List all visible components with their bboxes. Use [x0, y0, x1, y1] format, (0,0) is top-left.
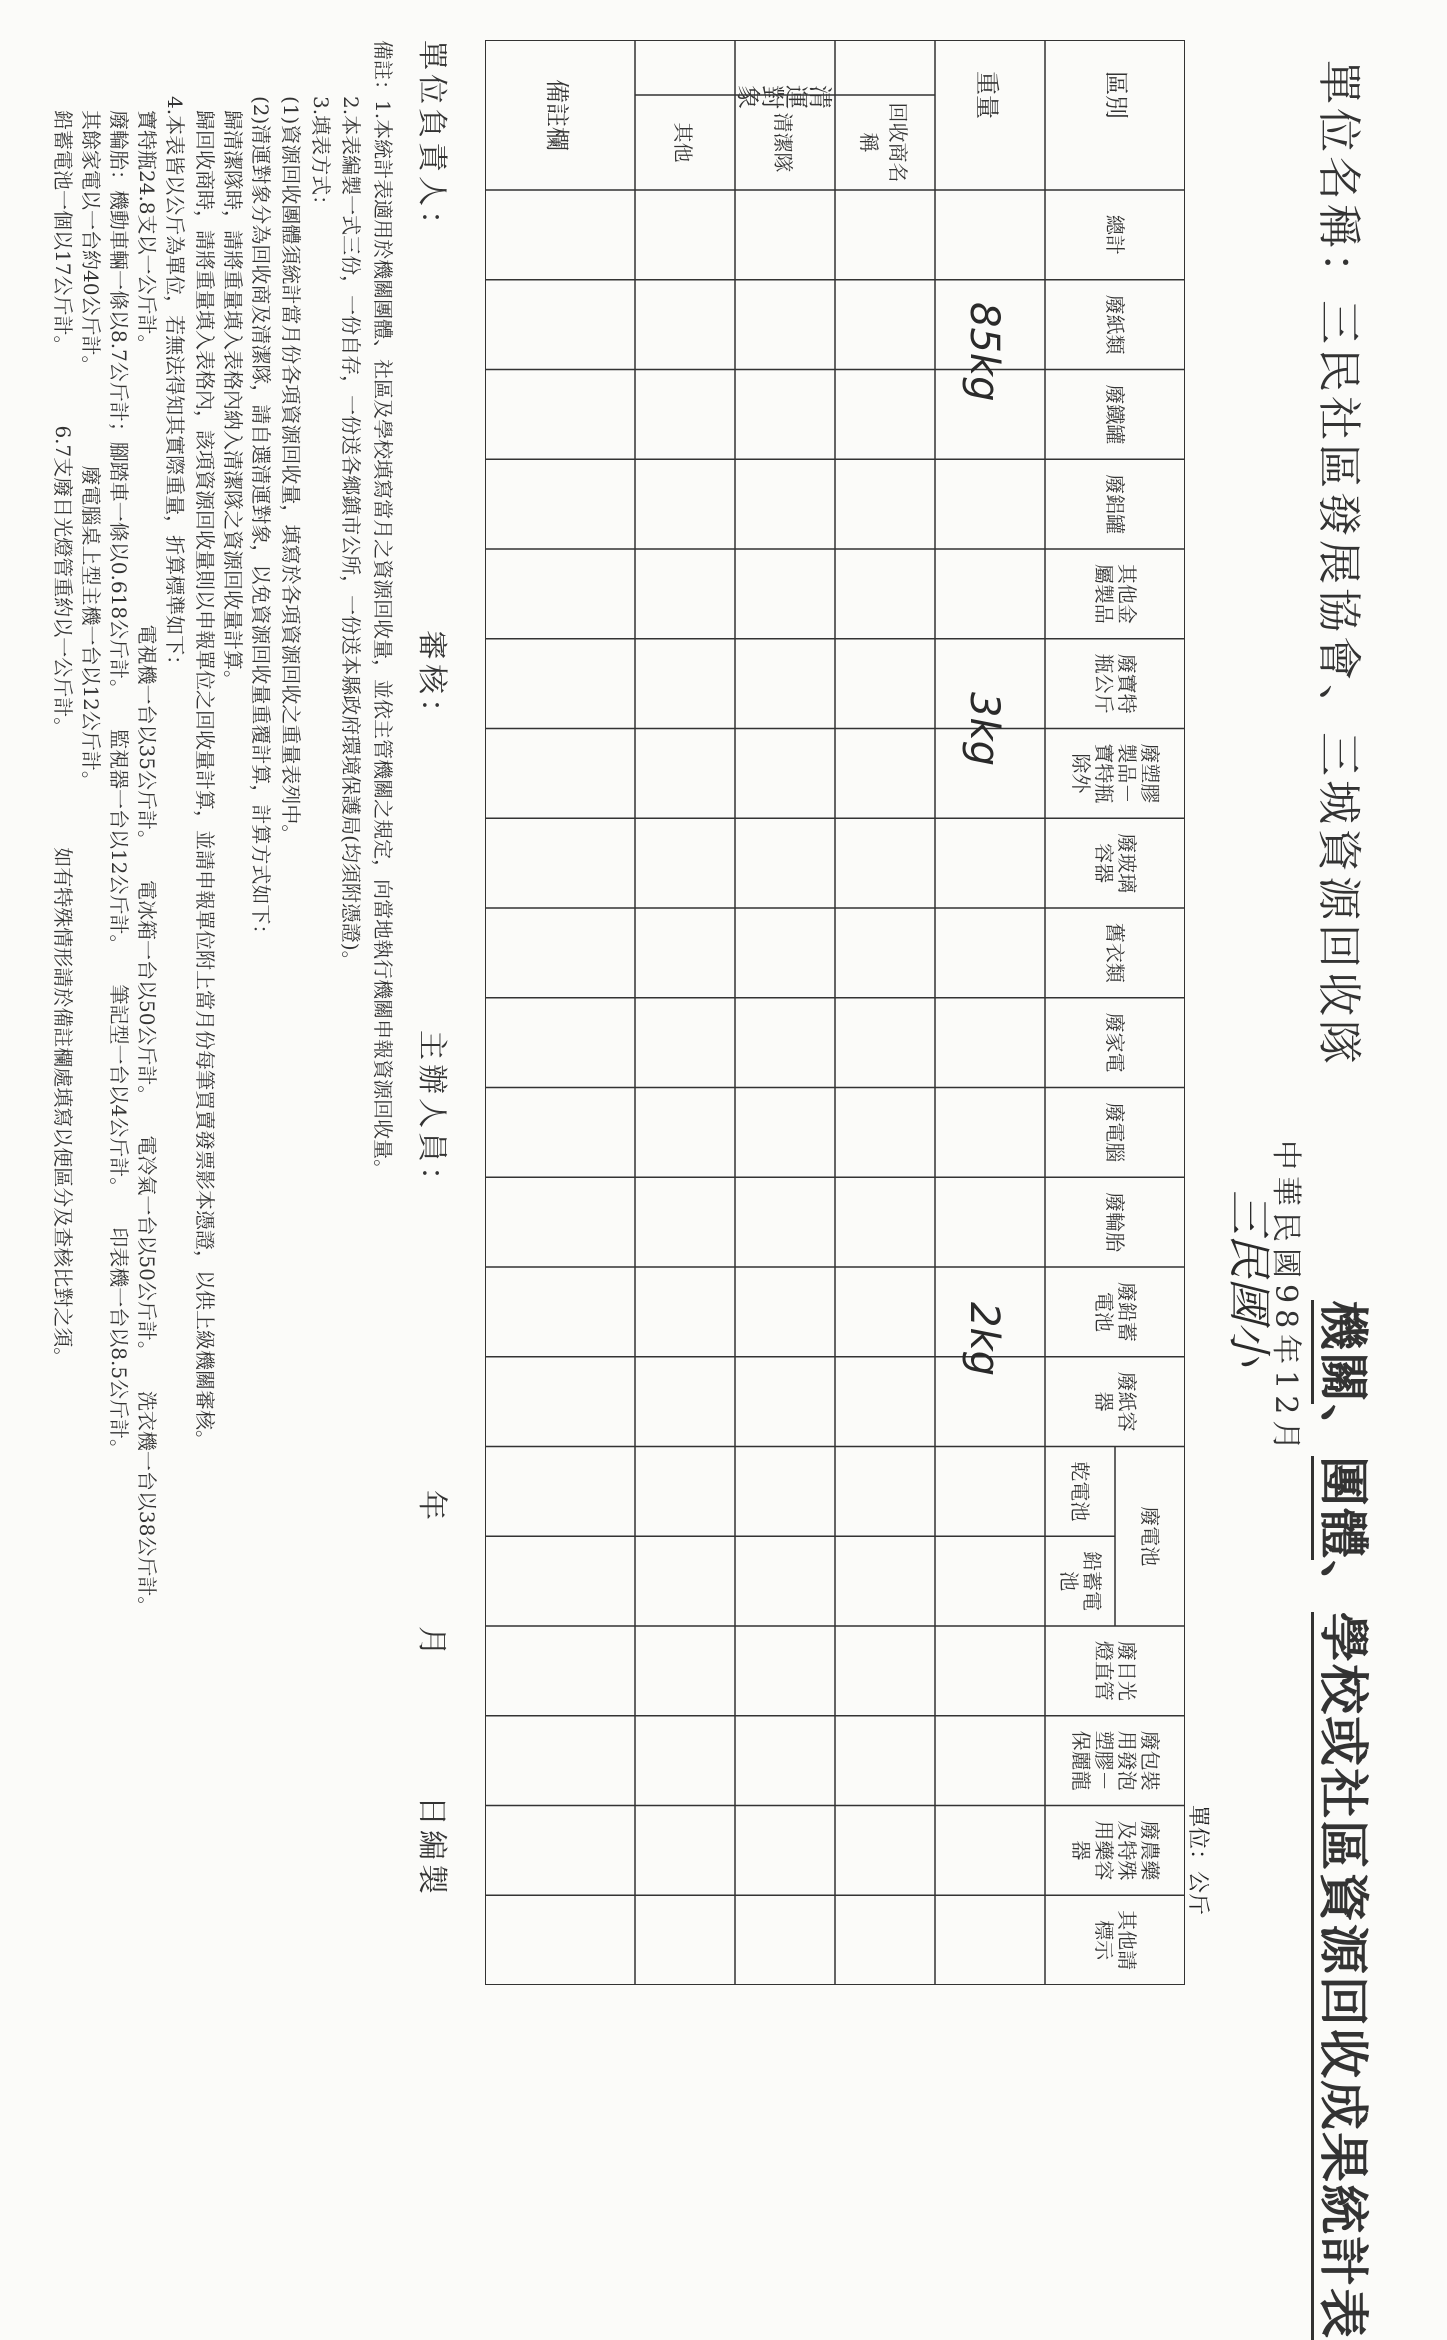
sig-review: 審核： — [414, 630, 449, 732]
column-header: 其他金屬製品 — [1092, 563, 1139, 624]
note-line: 廢輪胎：機動車輛一條以8.7公斤計；腳踏車一條以0.618公斤計。 監視器一台以12公斤計。 筆記型一台以4公斤計。 印表機一台以8.5公斤計。 — [107, 110, 131, 1460]
row-label-other: 其他 — [671, 122, 696, 163]
column-header: 鉛蓄電池 — [1057, 1551, 1104, 1612]
column-header: 廢農藥及特殊用藥容器 — [1069, 1820, 1162, 1881]
column-header: 廢包裝用發泡塑膠－保麗龍 — [1069, 1730, 1162, 1791]
column-header: 廢鐵罐 — [1103, 384, 1128, 445]
column-header: 廢輪胎 — [1103, 1192, 1128, 1253]
note-line: (1)資源回收團體須統計當月份各項資源回收量，填寫於各項資源回收之重量表列中。 — [279, 96, 303, 845]
form-title — [1311, 1300, 1383, 2340]
row-label-remarks: 備註欄 — [543, 79, 572, 151]
row-label-weight: 重量 — [973, 71, 1002, 119]
note-line: 2.本表編製一式三份，一份自存，一份送各鄉鎮市公所，一份送本縣政府環境保護局(均須附憑證)。 — [339, 96, 363, 971]
battery-group-header: 廢電池 — [1138, 1506, 1163, 1567]
row-label-recycler: 回收商名稱 — [857, 102, 910, 183]
column-header: 廢鋁罐 — [1103, 474, 1128, 535]
value-paper: 85kg — [961, 302, 1007, 402]
note-line: (2)清運對象分為回收商及清潔隊，請自選清運對象，以免資源回收量重覆計算，計算方式如下： — [249, 96, 273, 945]
value-lead-battery: 2kg — [961, 1302, 1007, 1377]
column-header: 廢電腦 — [1103, 1102, 1128, 1163]
column-header: 總計 — [1103, 214, 1128, 255]
sig-responsible: 單位負責人： — [414, 40, 449, 244]
column-header: 廢玻璃容器 — [1092, 833, 1139, 894]
report-date: 中華民國98年12月 — [1268, 1140, 1303, 1457]
title-sep-2: 、 — [1314, 1560, 1373, 1612]
note-line: 3.填表方式： — [309, 96, 333, 216]
org-name: 三民社區發展協會、三城資源回收隊 — [1313, 300, 1364, 1068]
column-header: 廢家電 — [1103, 1012, 1128, 1073]
column-header: 廢紙類 — [1103, 294, 1128, 355]
note-line: 鉛蓄電池一個以17公斤計。 6.7支廢日光燈管重約以一公斤計。 如有特殊情形請於備註欄處填寫以便區分及查核比對之須。 — [51, 110, 75, 1368]
column-header: 廢日光燈直管 — [1092, 1640, 1139, 1701]
note-line: 歸清潔隊時，請將重量填入表格內納入清潔隊之資源回收量計算。 — [221, 110, 245, 690]
note-line: 備註：1.本統計表適用於機關團體、社區及學校填寫當月之資源回收量，並依主管機關之規定，向當地執行機關申報資源回收量。 — [371, 40, 395, 1180]
sig-date: 年 月 日編製 — [414, 1490, 449, 1898]
recycling-table — [485, 40, 1185, 1985]
title-part-3: 學校或社區資源回收成果統計表 — [1311, 1612, 1373, 2340]
org-label: 單位名稱： — [1313, 60, 1364, 300]
column-header: 廢寶特瓶公斤 — [1092, 653, 1139, 714]
note-line: 寶特瓶24.8支以一公斤計。 電視機一台以35公斤計。 電冰箱一台以50公斤計。 電冷氣一台以50公斤計。 洗衣機一台以38公斤計。 — [135, 110, 159, 1617]
title-sep-1: 、 — [1314, 1404, 1373, 1456]
note-line: 其餘家電以一台約40公斤計。 廢電腦桌上型主機一台以12公斤計。 — [79, 110, 103, 791]
value-pet: 3kg — [961, 692, 1007, 767]
column-header: 廢鉛蓄電池 — [1092, 1281, 1139, 1342]
column-header: 乾電池 — [1068, 1461, 1093, 1522]
column-header: 廢塑膠製品－寶特瓶除外 — [1069, 743, 1162, 804]
handwritten-school-name: 三民國小 — [1223, 1190, 1274, 1366]
note-line: 4.本表皆以公斤為單位，若無法得知其實際重量，折算標準如下： — [163, 96, 187, 676]
column-header: 其他請標示 — [1092, 1910, 1139, 1971]
column-header: 廢紙容器 — [1092, 1371, 1139, 1432]
unit-label: 單位：公斤 — [1185, 1805, 1210, 1916]
row-label-cleaning-team: 清潔隊 — [771, 112, 796, 173]
column-header: 舊衣類 — [1103, 922, 1128, 983]
row-label-clean-target-text: 清運對象 — [737, 80, 833, 109]
title-part-2: 團體 — [1311, 1456, 1373, 1560]
title-part-1: 機關 — [1311, 1300, 1373, 1404]
header-corner: 區別 — [1101, 71, 1130, 119]
org-line — [1311, 60, 1375, 1068]
note-line: 歸回收商時，請將重量填入表格內，該項資源回收量則以申報單位之回收量計算，並請申報單位附上當月份每筆買賣發票影本憑證，以供上級機關審核。 — [193, 110, 217, 1450]
sig-handler: 主辦人員： — [414, 1030, 449, 1200]
